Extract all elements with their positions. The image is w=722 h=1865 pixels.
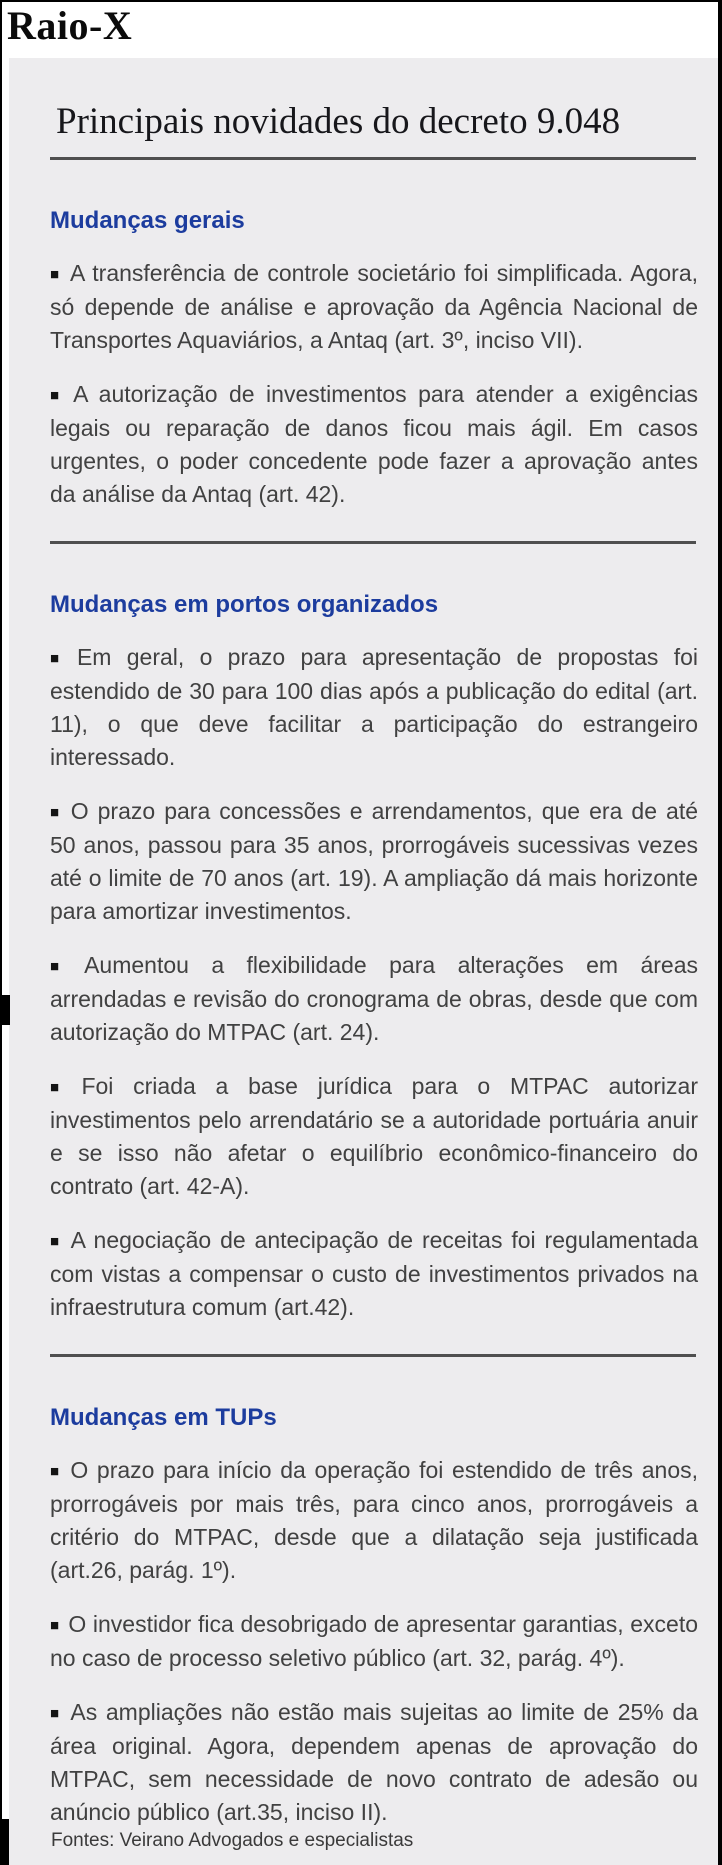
bullet-text: O prazo para início da operação foi estendido de três anos, prorrogáveis por mais três, para cinco anos, prorrogáveis a critério do MTPAC, desde que a dilatação seja justificada (art.26, parág. 1º). <box>50 1457 699 1583</box>
source-note: Fontes: Veirano Advogados e especialistas <box>51 1830 414 1851</box>
bullet-text: O prazo para concessões e arrendamentos, que era de até 50 anos, passou para 35 anos, prorrogáveis sucessivas vezes até o limite de 70 anos (art. 19). A ampliação dá mais horizonte para amortizar investimentos. <box>50 798 699 924</box>
section-divider <box>50 1354 696 1357</box>
bullet-item <box>50 257 698 357</box>
section-divider <box>50 541 696 544</box>
bullet-item <box>50 378 698 511</box>
bullet-item <box>50 795 698 928</box>
bullet-square-icon: ■ <box>50 1705 62 1722</box>
bullet-square-icon: ■ <box>50 650 68 667</box>
bullet-item <box>50 949 698 1049</box>
section-heading: Mudanças em TUPs <box>50 1404 277 1431</box>
bullet-square-icon: ■ <box>50 1617 60 1634</box>
bullet-item <box>50 1454 698 1587</box>
page-title: Principais novidades do decreto 9.048 <box>56 101 621 142</box>
bullet-square-icon: ■ <box>50 1233 62 1250</box>
sections-container <box>50 160 697 1829</box>
bullet-item <box>50 1224 698 1324</box>
bullet-square-icon: ■ <box>50 1079 73 1096</box>
bullet-square-icon: ■ <box>50 804 62 821</box>
left-edge-artifact <box>0 995 10 1025</box>
bullet-square-icon: ■ <box>50 1463 62 1480</box>
bullet-text: O investidor fica desobrigado de apresentar garantias, exceto no caso de processo seletivo público (art. 32, parág. 4º). <box>50 1611 699 1671</box>
bullet-square-icon: ■ <box>50 387 65 404</box>
kicker-title: Raio-X <box>7 3 133 48</box>
section-heading: Mudanças gerais <box>50 207 245 234</box>
bullet-square-icon: ■ <box>50 958 76 975</box>
bullet-text: A transferência de controle societário foi simplificada. Agora, só depende de análise e aprovação da Agência Nacional de Transportes Aquaviários, a Antaq (art. 3º, inciso VII). <box>50 260 698 353</box>
section-heading: Mudanças em portos organizados <box>50 591 439 618</box>
bullet-text: As ampliações não estão mais sujeitas ao limite de 25% da área original. Agora, dependem apenas de aprovação do MTPAC, sem necessidade de novo contrato de adesão ou anúncio público (art.35, inciso II). <box>50 1699 699 1825</box>
bullet-item <box>50 1696 698 1829</box>
bullet-square-icon: ■ <box>50 266 61 283</box>
bullet-text: Aumentou a flexibilidade para alterações em áreas arrendadas e revisão do cronograma de obras, desde que com autorização do MTPAC (art. 24). <box>50 952 698 1045</box>
bullet-text: A autorização de investimentos para atender a exigências legais ou reparação de danos ficou mais ágil. Em casos urgentes, o poder concedente pode fazer a aprovação antes da análise da Antaq (art. 42). <box>50 381 698 507</box>
kicker-band <box>2 2 718 58</box>
bullet-text: Foi criada a base jurídica para o MTPAC autorizar investimentos pelo arrendatário se a autoridade portuária anuir e se isso não afetar o equilíbrio econômico-financeiro do contrato (art. 42-A). <box>50 1073 698 1199</box>
bullet-item <box>50 1608 698 1675</box>
bullet-text: Em geral, o prazo para apresentação de propostas foi estendido de 30 para 100 dias após a publicação do edital (art. 11), o que deve facilitar a participação do estrangeiro interessado. <box>50 644 698 770</box>
bullet-item <box>50 1070 698 1203</box>
bullet-text: A negociação de antecipação de receitas foi regulamentada com vistas a compensar o custo de investimentos privados na infraestrutura comum (art.42). <box>50 1227 698 1320</box>
article-page <box>2 2 718 1851</box>
bullet-item <box>50 641 698 774</box>
infographic-panel <box>9 58 718 1865</box>
